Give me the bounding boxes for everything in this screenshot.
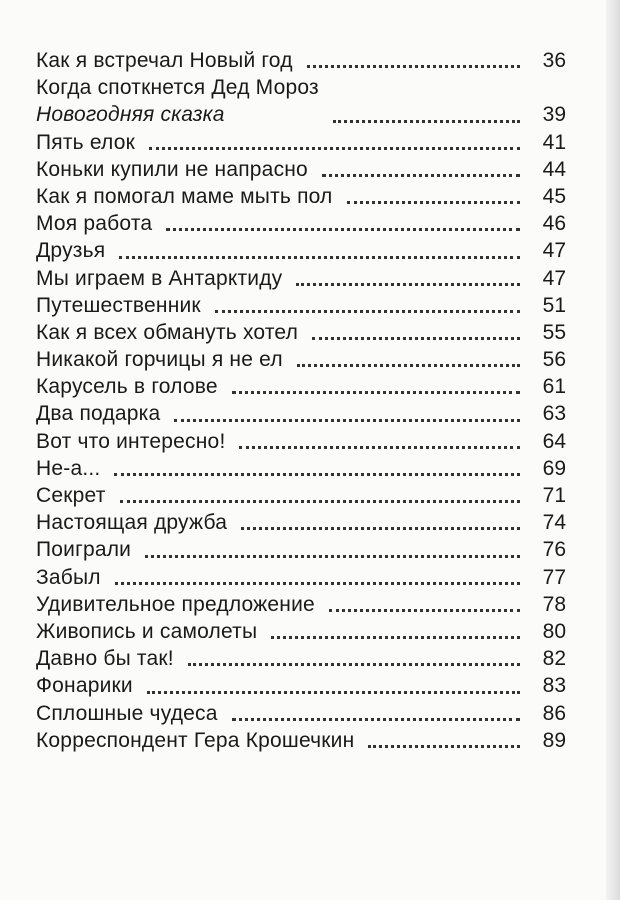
toc-entry-title: Секрет [36, 484, 106, 508]
toc-entry-title-block [36, 74, 319, 128]
dot-leader [347, 201, 520, 204]
toc-entry [36, 74, 566, 128]
toc-entry [36, 618, 566, 645]
dot-leader [239, 446, 520, 449]
toc-entry-title: Сплошные чудеса [36, 701, 218, 725]
toc-entry-title: Живопись и самолеты [36, 619, 258, 643]
toc-entry [36, 373, 566, 400]
toc-entry [36, 509, 566, 536]
dot-leader [307, 65, 520, 68]
toc-entry-page-number: 41 [542, 130, 566, 154]
dot-leader [174, 419, 520, 422]
toc-entry-page-number: 45 [542, 184, 566, 208]
toc-entry [36, 400, 566, 427]
toc-entry-page-number: 64 [542, 429, 566, 453]
dot-leader [368, 745, 520, 748]
toc-entry-title: Пять елок [36, 130, 135, 154]
toc-entry-title: Забыл [36, 565, 101, 589]
toc-entry-page-number: 47 [542, 266, 566, 290]
toc-entry-subtitle: Новогодняя сказка [36, 103, 225, 127]
toc-entry-title: Друзья [36, 239, 106, 263]
toc-entry-title: Удивительное предложение [36, 592, 315, 616]
toc-entry-page-number: 77 [542, 565, 566, 589]
toc-entry [36, 672, 566, 699]
dot-leader [215, 310, 520, 313]
toc-entry-title: Фонарики [36, 674, 133, 698]
toc-entry [36, 536, 566, 563]
toc-entry-title: Давно бы так! [36, 647, 174, 671]
dot-leader [188, 663, 520, 666]
toc-entry-page-number: 82 [542, 647, 566, 671]
toc-entry-page-number: 80 [542, 619, 566, 643]
toc-entry-title: Вот что интересно! [36, 429, 226, 453]
dot-leader [241, 527, 520, 530]
toc-entry-page-number: 46 [542, 212, 566, 236]
dot-leader [271, 636, 520, 639]
toc-entry-page-number: 36 [542, 48, 566, 72]
toc-entry-title: Мы играем в Антарктиду [36, 266, 283, 290]
dot-leader [312, 337, 520, 340]
toc-entry-page-number: 83 [542, 674, 566, 698]
toc-entry [36, 727, 566, 754]
dot-leader [114, 473, 520, 476]
dot-leader [145, 555, 520, 558]
dot-leader [232, 718, 520, 721]
dot-leader [329, 609, 520, 612]
toc-entry [36, 591, 566, 618]
toc-entry [36, 700, 566, 727]
table-of-contents [36, 47, 566, 754]
toc-entry-page-number: 47 [542, 239, 566, 263]
toc-entry-page-number: 76 [542, 538, 566, 562]
toc-entry [36, 564, 566, 591]
dot-leader [297, 364, 520, 367]
toc-entry-page-number: 78 [542, 592, 566, 616]
toc-entry [36, 645, 566, 672]
toc-entry-title: Когда споткнется Дед Мороз [36, 76, 319, 100]
toc-entry-page-number: 71 [542, 484, 566, 508]
toc-entry-page-number: 44 [542, 157, 566, 181]
toc-entry-page-number: 89 [542, 728, 566, 752]
toc-entry-page-number: 55 [542, 320, 566, 344]
toc-entry-title: Как я помогал маме мыть пол [36, 184, 333, 208]
toc-entry-page-number: 74 [542, 511, 566, 535]
toc-entry-page-number: 56 [542, 348, 566, 372]
toc-entry-page-number: 51 [542, 293, 566, 317]
dot-leader [333, 120, 520, 123]
dot-leader [232, 391, 520, 394]
toc-entry-title: Два подарка [36, 402, 161, 426]
toc-entry [36, 156, 566, 183]
toc-entry [36, 482, 566, 509]
toc-entry-title: Путешественник [36, 293, 201, 317]
toc-entry-page-number: 39 [542, 103, 566, 127]
dot-leader [120, 500, 520, 503]
toc-entry-page-number: 69 [542, 456, 566, 480]
toc-entry [36, 428, 566, 455]
toc-entry-title: Коньки купили не напрасно [36, 157, 308, 181]
toc-entry [36, 237, 566, 264]
toc-entry [36, 455, 566, 482]
dot-leader [166, 228, 520, 231]
toc-entry [36, 129, 566, 156]
toc-entry [36, 47, 566, 74]
toc-entry-title: Не-а... [36, 456, 101, 480]
toc-entry-page-number: 86 [542, 701, 566, 725]
dot-leader [149, 147, 520, 150]
toc-entry [36, 210, 566, 237]
toc-entry-page-number: 63 [542, 402, 566, 426]
toc-entry [36, 292, 566, 319]
toc-entry [36, 346, 566, 373]
toc-entry-title: Как я встречал Новый год [36, 48, 293, 72]
dot-leader [322, 174, 520, 177]
toc-entry-page-number: 61 [542, 375, 566, 399]
toc-entry-title: Поиграли [36, 538, 132, 562]
toc-entry-title: Моя работа [36, 212, 153, 236]
toc-entry [36, 183, 566, 210]
dot-leader [115, 582, 520, 585]
toc-entry-title: Никакой горчицы я не ел [36, 348, 283, 372]
toc-entry [36, 265, 566, 292]
dot-leader [119, 256, 520, 259]
dot-leader [147, 691, 520, 694]
toc-entry-title: Настоящая дружба [36, 511, 228, 535]
toc-entry-title: Карусель в голове [36, 375, 218, 399]
toc-entry-title: Как я всех обмануть хотел [36, 320, 299, 344]
toc-entry-title: Корреспондент Гера Крошечкин [36, 728, 355, 752]
dot-leader [296, 283, 520, 286]
toc-entry [36, 319, 566, 346]
